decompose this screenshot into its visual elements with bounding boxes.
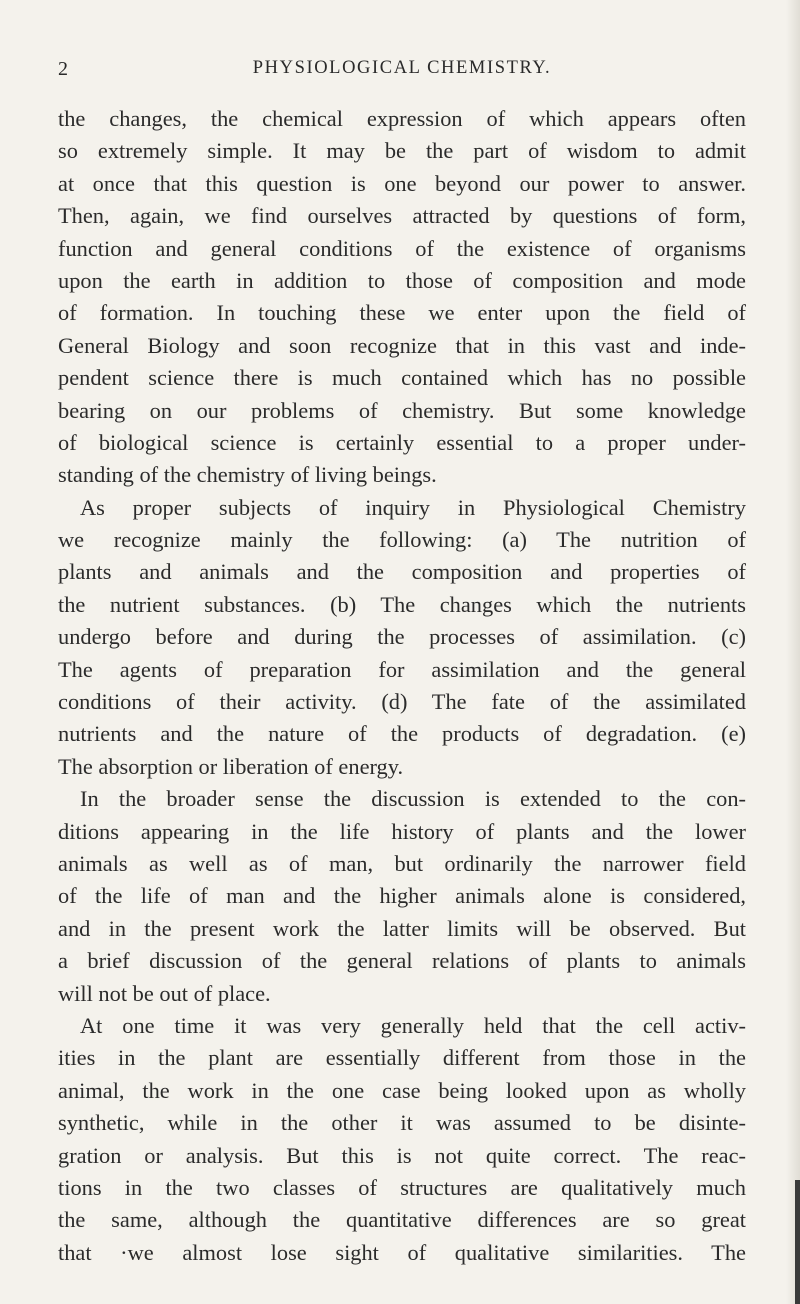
text-line: nutrients and the nature of the products of degradation. (e) xyxy=(58,721,746,747)
text-line: a brief discussion of the general relations of plants to animals xyxy=(58,948,746,974)
text-line: pendent science there is much contained which has no possible xyxy=(58,365,746,391)
text-line: so extremely simple. It may be the part of wisdom to admit xyxy=(58,138,746,164)
text-line: undergo before and during the processes of assimilation. (c) xyxy=(58,624,746,650)
text-line: upon the earth in addition to those of composition and mode xyxy=(58,267,746,293)
text-line: we recognize mainly the following: (a) The nutrition of xyxy=(58,527,746,553)
text-line: at once that this question is one beyond our power to answer. xyxy=(58,170,746,196)
text-line: the nutrient substances. (b) The changes which the nutrients xyxy=(58,591,746,617)
text-line: animal, the work in the one case being looked upon as wholly xyxy=(58,1077,746,1103)
text-line: tions in the two classes of structures are qualitatively much xyxy=(58,1174,746,1200)
paragraph-end-line: The absorption or liberation of energy. xyxy=(58,753,404,779)
paragraph-start-line: At one time it was very generally held that the cell activ- xyxy=(80,1012,746,1038)
text-line: ities in the plant are essentially different from those in the xyxy=(58,1045,746,1071)
text-line: that ·we almost lose sight of qualitative similarities. The xyxy=(58,1239,746,1265)
text-line: and in the present work the latter limits will be observed. But xyxy=(58,915,746,941)
text-line: synthetic, while in the other it was assumed to be disinte- xyxy=(58,1110,746,1136)
text-line: bearing on our problems of chemistry. But some knowledge xyxy=(58,397,746,423)
text-line: ditions appearing in the life history of plants and the lower xyxy=(58,818,746,844)
text-line: of biological science is certainly essential to a proper under- xyxy=(58,429,746,455)
text-line: function and general conditions of the existence of organisms xyxy=(58,235,746,261)
text-line: the changes, the chemical expression of which appears often xyxy=(58,106,746,131)
running-head xyxy=(58,58,746,84)
running-head-title: PHYSIOLOGICAL CHEMISTRY. xyxy=(252,58,552,78)
text-line: conditions of their activity. (d) The fate of the assimilated xyxy=(58,689,746,715)
text-line: Then, again, we find ourselves attracted by questions of form, xyxy=(58,203,746,229)
page-number: 2 xyxy=(58,58,69,80)
text-line: General Biology and soon recognize that in this vast and inde- xyxy=(58,332,746,358)
text-line: the same, although the quantitative differences are so great xyxy=(58,1207,746,1233)
body-text xyxy=(58,103,746,1269)
paragraph-end-line: standing of the chemistry of living beings. xyxy=(58,462,437,488)
page-edge-dark-strip xyxy=(795,1180,800,1304)
text-line: gration or analysis. But this is not quite correct. The reac- xyxy=(58,1142,746,1168)
paragraph-start-line: In the broader sense the discussion is extended to the con- xyxy=(80,786,746,812)
text-line: of formation. In touching these we enter upon the field of xyxy=(58,300,746,326)
text-line: plants and animals and the composition and properties of xyxy=(58,559,746,585)
text-line: The agents of preparation for assimilation and the general xyxy=(58,656,746,682)
paragraph-start-line: As proper subjects of inquiry in Physiological Chemistry xyxy=(80,494,746,520)
page-edge-shadow xyxy=(786,0,800,1304)
paragraph-end-line: will not be out of place. xyxy=(58,980,271,1006)
text-line: animals as well as of man, but ordinarily the narrower field xyxy=(58,850,746,876)
text-line: of the life of man and the higher animals alone is considered, xyxy=(58,883,746,909)
